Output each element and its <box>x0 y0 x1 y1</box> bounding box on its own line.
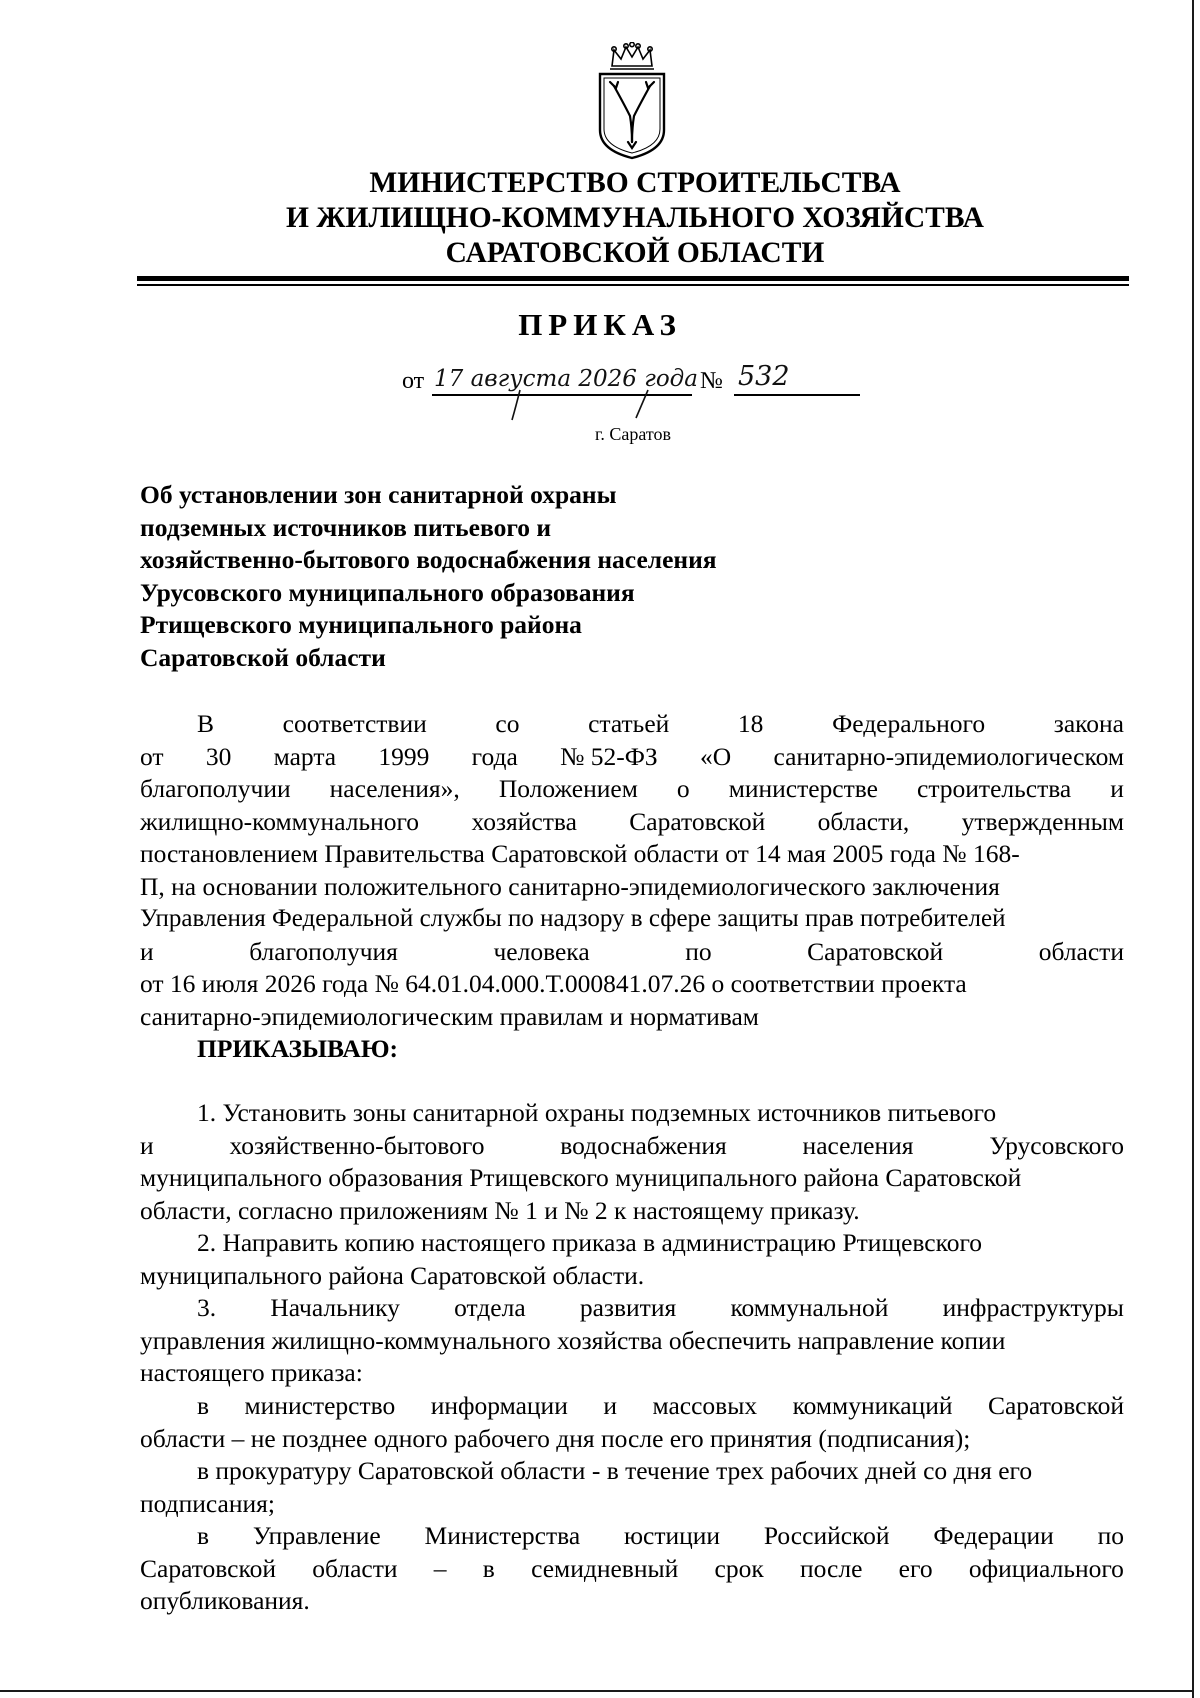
item-line: в министерство информации и массовых коммуникаций Саратовской <box>197 1391 1124 1420</box>
word: 18 <box>737 709 764 738</box>
recipient-1 <box>140 1390 1124 1455</box>
subject-line: подземных источников питьевого и <box>140 512 552 542</box>
preamble-line: постановлением Правительства Саратовской области от 14 мая 2005 года № 168- <box>140 839 1020 868</box>
item-line: муниципального района Саратовской области. <box>140 1260 645 1290</box>
item-line: опубликования. <box>140 1586 310 1615</box>
item-line: и хозяйственно-бытового водоснабжения населения Урусовского <box>140 1130 1124 1160</box>
ministry-line: И ЖИЛИЩНО-КОММУНАЛЬНОГО ХОЗЯЙСТВА <box>286 202 984 234</box>
preamble <box>140 708 1124 1066</box>
item-line: в прокуратуру Саратовской области - в течение трех рабочих дней со дня его <box>197 1456 1033 1485</box>
ministry-line: САРАТОВСКОЙ ОБЛАСТИ <box>445 237 825 269</box>
handwritten-date: 17 августа 2026 года <box>434 366 698 392</box>
item-line: области – не позднее одного рабочего дня после его принятия (подписания); <box>140 1423 971 1453</box>
order-item-2 <box>140 1227 1124 1292</box>
item-line: области, согласно приложениям № 1 и № 2 к настоящему приказу. <box>140 1195 860 1225</box>
preamble-line: от 30 марта 1999 года № 52-ФЗ «О санитарно-эпидемиологическом <box>140 741 1124 771</box>
item-line: управления жилищно-коммунального хозяйства обеспечить направление копии <box>140 1325 1006 1355</box>
item-line: 2. Направить копию настоящего приказа в администрацию Ртищевского <box>197 1228 983 1257</box>
word: соответствии <box>282 709 427 738</box>
preamble-line: и благополучия человека по Саратовской области <box>140 936 1124 966</box>
order-item-3 <box>140 1292 1124 1390</box>
preamble-line <box>140 708 1124 741</box>
recipient-3 <box>140 1520 1124 1618</box>
document-title: ПРИКАЗ <box>518 307 682 342</box>
preamble-line: благополучии населения», Положением о министерстве строительства и <box>140 774 1124 803</box>
word: Федерального <box>832 709 986 738</box>
city-label: г. Саратов <box>595 424 671 444</box>
ministry-line: МИНИСТЕРСТВО СТРОИТЕЛЬСТВА <box>369 167 901 199</box>
preamble-line: санитарно-эпидемиологическим правилам и нормативам <box>140 1001 759 1031</box>
scan-border <box>1192 0 1194 1698</box>
item-line: 3. Начальнику отдела развития коммунальной инфраструктуры <box>197 1293 1124 1322</box>
item-line: Саратовской области – в семидневный срок после его официального <box>140 1553 1124 1583</box>
subject-line: Урусовского муниципального образования <box>140 577 635 607</box>
item-line: 1. Установить зоны санитарной охраны подземных источников питьевого <box>197 1098 997 1127</box>
number-underline <box>734 394 860 396</box>
item-line: муниципального образования Ртищевского муниципального района Саратовской <box>140 1163 1022 1192</box>
word: В <box>197 709 215 738</box>
word: закона <box>1053 709 1124 738</box>
preamble-line: П, на основании положительного санитарно-эпидемиологического заключения <box>140 871 1000 901</box>
subject-line: Об установлении зон санитарной охраны <box>140 480 617 509</box>
header-rule <box>137 276 1129 281</box>
header-rule <box>137 284 1129 286</box>
preamble-line: Управления Федеральной службы по надзору в сфере защиты прав потребителей <box>140 905 1006 932</box>
subject-line: Саратовской области <box>140 642 386 672</box>
recipient-2 <box>140 1455 1124 1520</box>
preamble-line: от 16 июля 2026 года № 64.01.04.000.Т.000841.07.26 о соответствии проекта <box>140 969 967 998</box>
saratov-coat-of-arms-icon <box>594 42 670 160</box>
item-line: настоящего приказа: <box>140 1358 363 1387</box>
word: статьей <box>588 709 670 738</box>
item-line: подписания; <box>140 1488 275 1518</box>
scan-border <box>0 1690 1194 1692</box>
handwritten-number: 532 <box>738 361 790 392</box>
ministry-name <box>140 166 1130 271</box>
order-word: ПРИКАЗЫВАЮ: <box>197 1034 399 1063</box>
preamble-line: жилищно-коммунального хозяйства Саратовской области, утвержденным <box>140 806 1124 836</box>
item-line: в Управление Министерства юстиции Российской Федерации по <box>197 1521 1124 1550</box>
subject-line: хозяйственно-бытового водоснабжения населения <box>140 545 717 574</box>
subject-line: Ртищевского муниципального района <box>140 610 582 639</box>
handwriting-strokes <box>500 388 650 422</box>
number-label: № <box>700 368 723 394</box>
word: со <box>495 709 520 738</box>
order-item-1 <box>140 1097 1124 1227</box>
date-prefix: от <box>402 368 425 394</box>
order-subject <box>140 479 717 674</box>
